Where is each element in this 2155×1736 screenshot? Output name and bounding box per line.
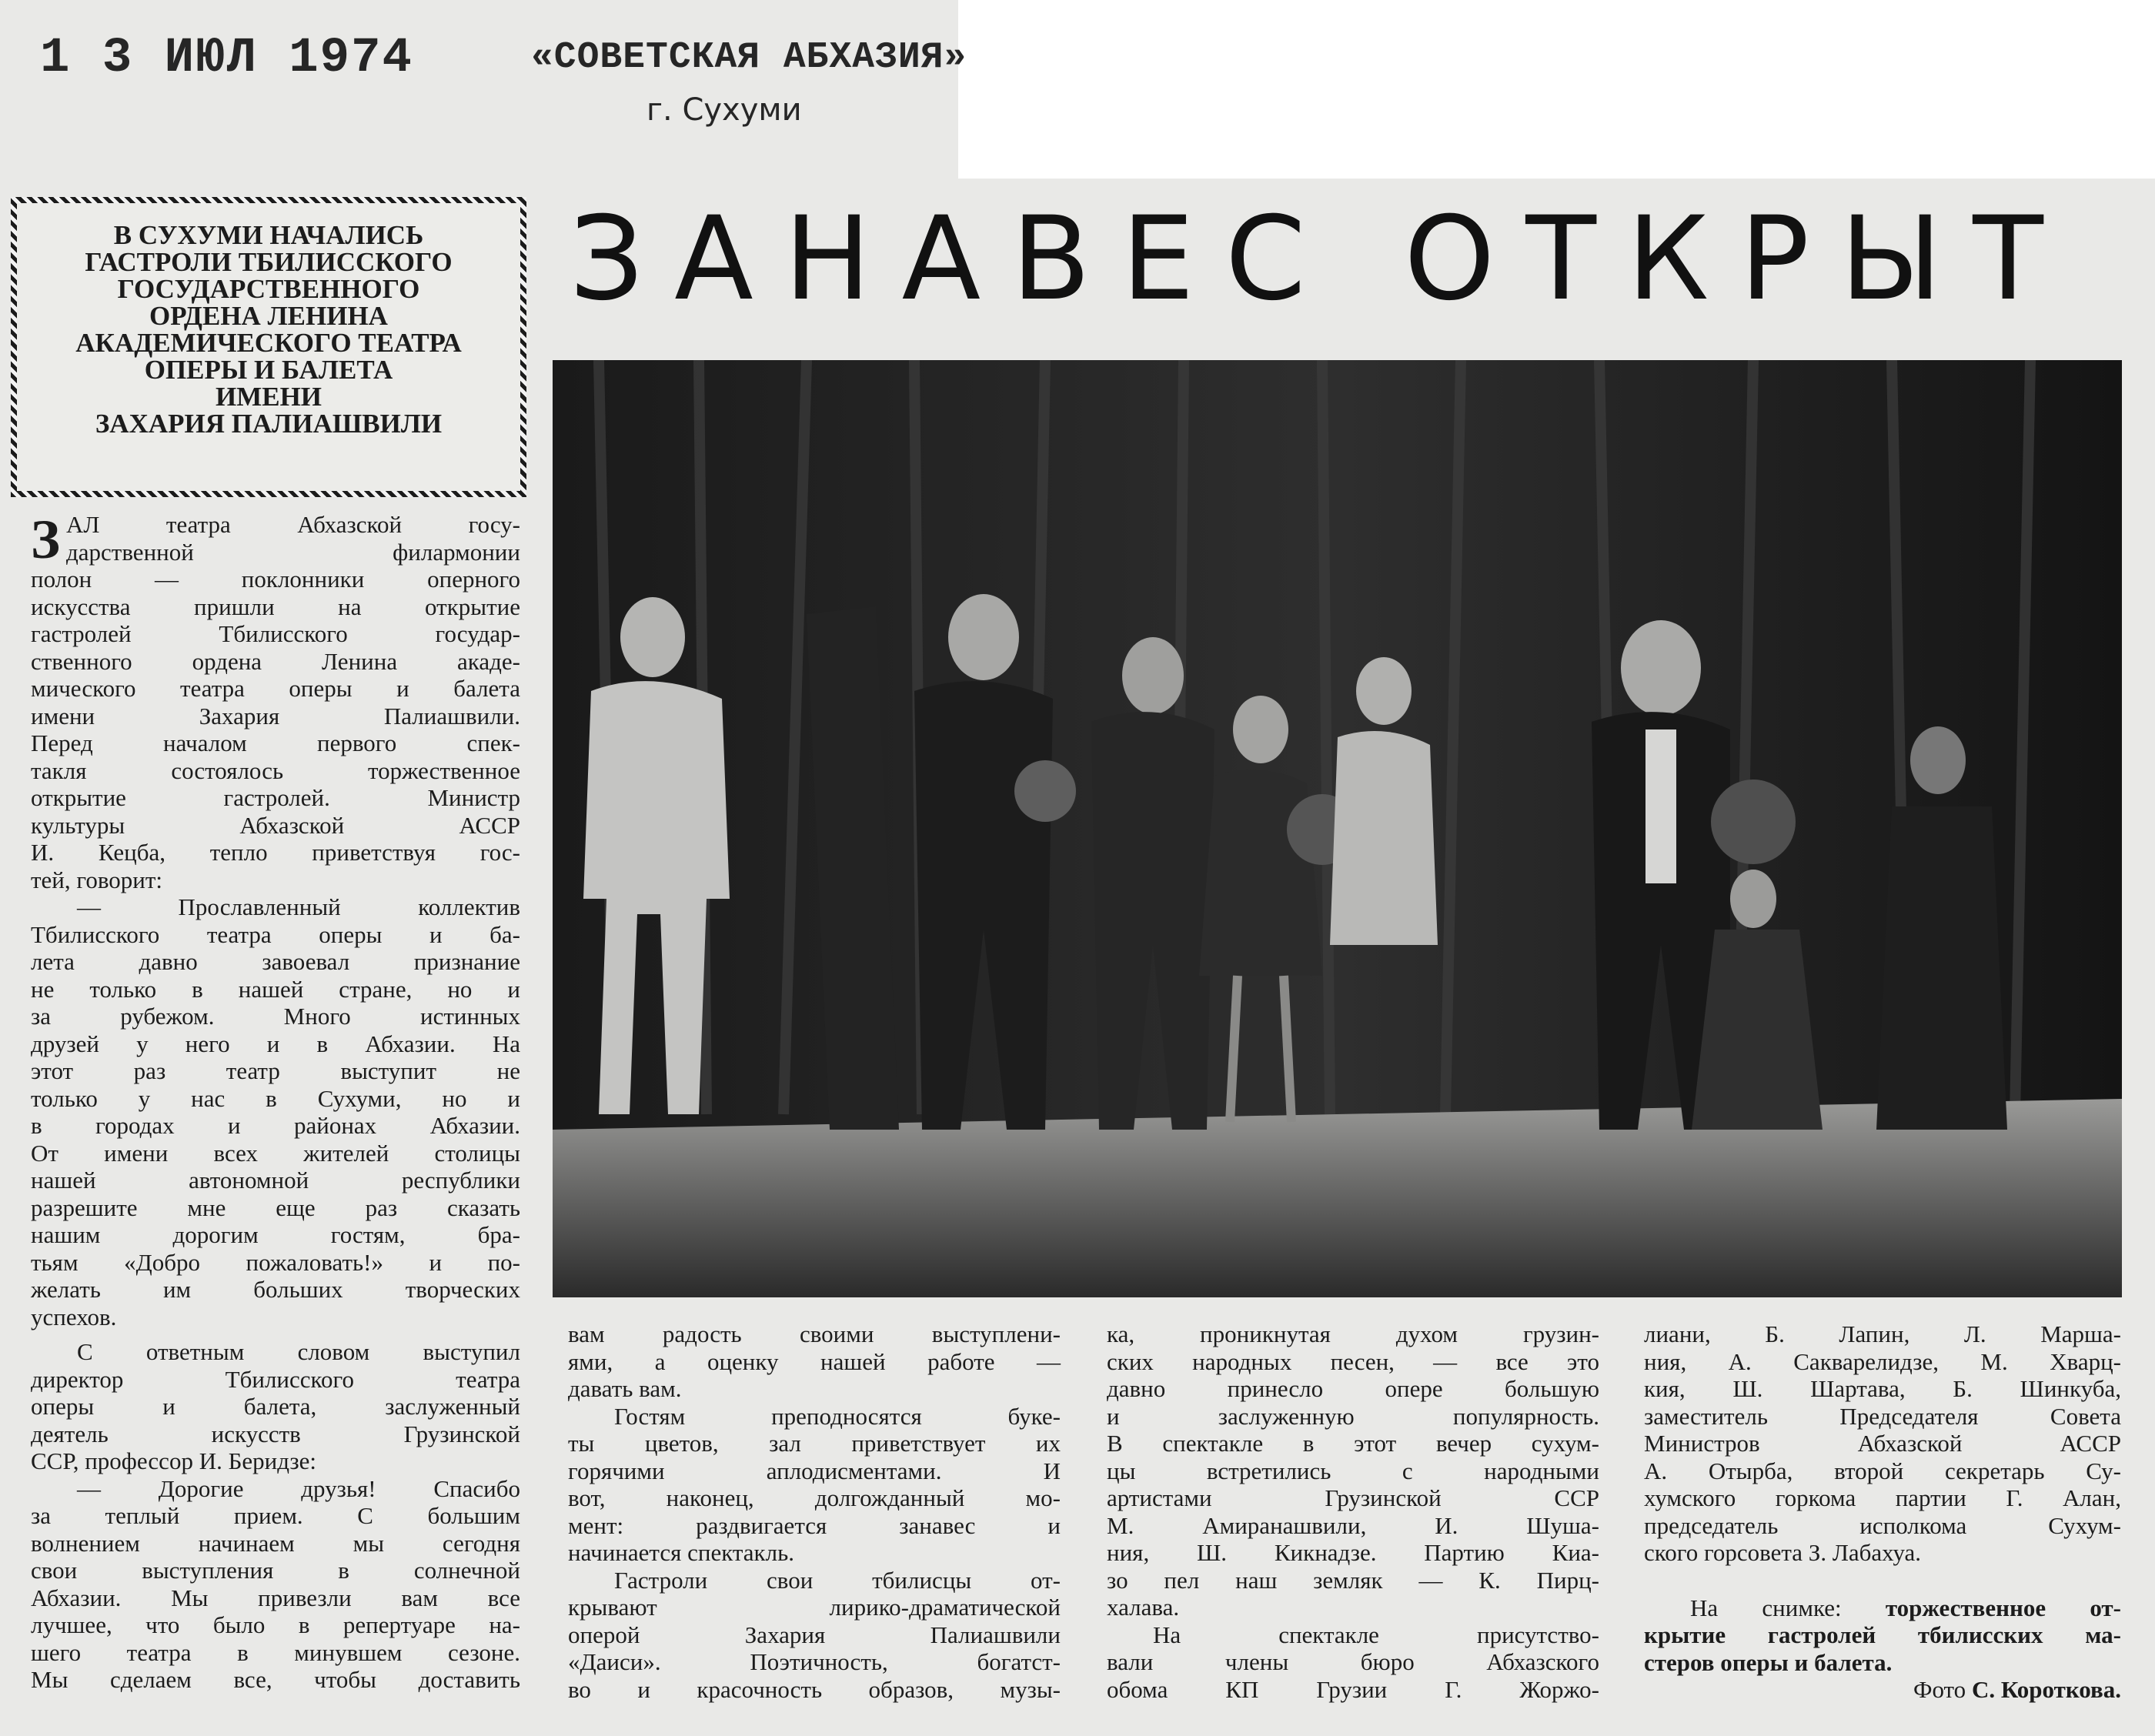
text-line: На спектакле присутство-: [1153, 1621, 1599, 1648]
text-line: халава.: [1107, 1594, 1180, 1621]
text-line: Министров Абхазской АССР: [1644, 1430, 2121, 1457]
stage-photo: [553, 360, 2122, 1297]
text-line: ского горсовета З. Лабахуа.: [1644, 1539, 1922, 1566]
text-line: Абхазии. Мы привезли вам все: [31, 1584, 520, 1611]
text-line: волнением начинаем мы сегодня: [31, 1529, 520, 1557]
text-line: нашим дорогим гостям, бра-: [31, 1221, 520, 1248]
newspaper-name-stamp: «СОВЕТСКАЯ АБХАЗИЯ»: [531, 37, 967, 78]
text-line: ка, проникнутая духом грузин-: [1107, 1320, 1599, 1347]
caption-line: [1644, 1594, 2121, 1622]
text-line: Мы сделаем все, чтобы доставить: [31, 1666, 520, 1693]
text-line: цы встретились с народными: [1107, 1457, 1599, 1484]
text-line: лучшее, что было в репертуаре на-: [31, 1611, 520, 1638]
subhead-line: ОПЕРЫ И БАЛЕТА: [144, 355, 393, 385]
text-line: тей, говорит:: [31, 866, 163, 893]
text-line: дарственной филармонии: [66, 538, 520, 566]
text-line: артистами Грузинской ССР: [1107, 1484, 1599, 1511]
text-line: вам радость своими выступлени-: [568, 1320, 1061, 1347]
text-line: не только в нашей стране, но и: [31, 975, 520, 1003]
text-line: оперой Захария Палиашвили: [568, 1621, 1061, 1648]
text-line: заместитель Председателя Совета: [1644, 1402, 2121, 1430]
credit-name: С. Короткова.: [1971, 1676, 2121, 1703]
text-line: желать им больших творческих: [31, 1276, 520, 1303]
caption-lead: На снимке:: [1690, 1594, 1842, 1621]
text-line: за теплый прием. С большим: [31, 1502, 520, 1529]
text-line: директор Тбилисского театра: [31, 1365, 520, 1393]
text-line: горячими аплодисментами. И: [568, 1457, 1061, 1484]
text-line: В спектакле в этот вечер сухум-: [1107, 1430, 1599, 1457]
text-line: ственного ордена Ленина акаде-: [31, 647, 520, 675]
text-line: Перед началом первого спек-: [31, 729, 520, 756]
text-line: От имени всех жителей столицы: [31, 1139, 520, 1167]
caption-line: стеров оперы и балета.: [1644, 1648, 1893, 1676]
photo-credit: [1644, 1676, 2121, 1704]
text-line: друзей у него и в Абхазии. На: [31, 1030, 520, 1057]
text-line: искусства пришли на открытие: [31, 593, 520, 620]
headline: ЗАНАВЕС ОТКРЫТ: [570, 192, 2074, 326]
drop-cap: З: [31, 509, 61, 570]
subhead-line: ГАСТРОЛИ ТБИЛИССКОГО: [85, 247, 453, 277]
text-line: И. Кецба, тепло приветствуя гос-: [31, 839, 520, 866]
text-line: и заслуженную популярность.: [1107, 1402, 1599, 1430]
caption-line: крытие гастролей тбилисских ма-: [1644, 1621, 2121, 1648]
text-line: начинается спектакль.: [568, 1539, 794, 1566]
text-line: мент: раздвигается занавес и: [568, 1511, 1061, 1539]
text-line: гастролей Тбилисского государ-: [31, 620, 520, 647]
text-line: «Даиси». Поэтичность, богатст-: [568, 1648, 1061, 1675]
text-line: председатель исполкома Сухум-: [1644, 1511, 2121, 1539]
text-line: ями, а оценку нашей работе —: [568, 1347, 1061, 1375]
article-column-1: [31, 511, 520, 1694]
text-line: культуры Абхазской АССР: [31, 811, 520, 839]
text-line: оперы и балета, заслуженный: [31, 1393, 520, 1420]
text-line: шего театра в минувшем сезоне.: [31, 1638, 520, 1666]
text-line: вот, наконец, долгожданный мо-: [568, 1484, 1061, 1511]
text-line: Гастроли свои тбилисцы от-: [614, 1566, 1061, 1594]
text-line: ССР, профессор И. Беридзе:: [31, 1447, 317, 1474]
caption-text: торжественное от-: [1885, 1594, 2121, 1621]
text-line: вали члены бюро Абхазского: [1107, 1648, 1599, 1675]
text-line: полон — поклонники оперного: [31, 566, 520, 593]
text-line: — Дорогие друзья! Спасибо: [77, 1474, 520, 1502]
subhead-line: ОРДЕНА ЛЕНИНА: [149, 301, 388, 331]
subhead-line: ЗАХАРИЯ ПАЛИАШВИЛИ: [95, 409, 443, 439]
text-line: свои выступления в солнечной: [31, 1557, 520, 1584]
text-line: С ответным словом выступил: [77, 1338, 520, 1365]
text-line: — Прославленный коллектив: [77, 893, 520, 920]
text-line: только у нас в Сухуми, но и: [31, 1084, 520, 1112]
text-line: давать вам.: [568, 1375, 682, 1402]
text-line: ния, Ш. Кикнадзе. Партию Киа-: [1107, 1539, 1599, 1566]
text-line: нашей автономной республики: [31, 1167, 520, 1194]
text-line: этот раз театр выступит не: [31, 1057, 520, 1084]
text-line: давно принесло опере большую: [1107, 1375, 1599, 1402]
text-line: мического театра оперы и балета: [31, 675, 520, 702]
article-column-4: [1644, 1320, 2121, 1704]
date-stamp: 1 3 ИЮЛ 1974: [40, 31, 413, 86]
subhead-line: В СУХУМИ НАЧАЛИСЬ: [113, 220, 424, 250]
text-line: зо пел наш земляк — К. Пирц-: [1107, 1566, 1599, 1594]
text-line: Гостям преподносятся буке-: [614, 1402, 1061, 1430]
text-line: обома КП Грузии Г. Жоржо-: [1107, 1675, 1599, 1703]
text-line: имени Захария Палиашвили.: [31, 702, 520, 729]
article-column-3: [1107, 1320, 1599, 1703]
text-line: во и красочность образов, музы-: [568, 1675, 1061, 1703]
subhead-line: ГОСУДАРСТВЕННОГО: [117, 274, 420, 304]
text-line: АЛ театра Абхазской госу-: [66, 511, 520, 538]
credit-prefix: Фото: [1913, 1676, 1966, 1703]
text-line: такля состоялось торжественное: [31, 756, 520, 784]
text-line: хумского горкома партии Г. Алан,: [1644, 1484, 2121, 1511]
text-line: за рубежом. Много истинных: [31, 1003, 520, 1030]
text-line: ты цветов, зал приветствует их: [568, 1430, 1061, 1457]
photo-caption: [1644, 1594, 2121, 1704]
subhead-box: [11, 197, 526, 497]
text-line: открытие гастролей. Министр: [31, 784, 520, 811]
text-line: А. Отырба, второй секретарь Су-: [1644, 1457, 2121, 1484]
text-line: разрешите мне еще раз сказать: [31, 1194, 520, 1221]
text-line: крывают лирико-драматической: [568, 1594, 1061, 1621]
text-line: лета давно завоевал признание: [31, 948, 520, 975]
subhead-line: АКАДЕМИЧЕСКОГО ТЕАТРА: [75, 328, 462, 358]
clipping-header-paper: [0, 0, 958, 179]
text-line: тьям «Добро пожаловать!» и по-: [31, 1248, 520, 1276]
text-line: лиани, Б. Лапин, Л. Марша-: [1644, 1320, 2121, 1347]
text-line: ских народных песен, — все это: [1107, 1347, 1599, 1375]
subhead-line: ИМЕНИ: [215, 382, 322, 412]
text-line: М. Амиранашвили, И. Шуша-: [1107, 1511, 1599, 1539]
article-column-2: [568, 1320, 1061, 1703]
text-line: Тбилисского театра оперы и ба-: [31, 920, 520, 948]
text-line: в городах и районах Абхазии.: [31, 1112, 520, 1139]
text-line: успехов.: [31, 1303, 117, 1330]
text-line: ния, А. Сакварелидзе, М. Хварц-: [1644, 1347, 2121, 1375]
city-stamp: г. Сухуми: [646, 92, 802, 128]
text-line: кия, Ш. Шартава, Б. Шинкуба,: [1644, 1375, 2121, 1402]
text-line: деятель искусств Грузинской: [31, 1420, 520, 1447]
